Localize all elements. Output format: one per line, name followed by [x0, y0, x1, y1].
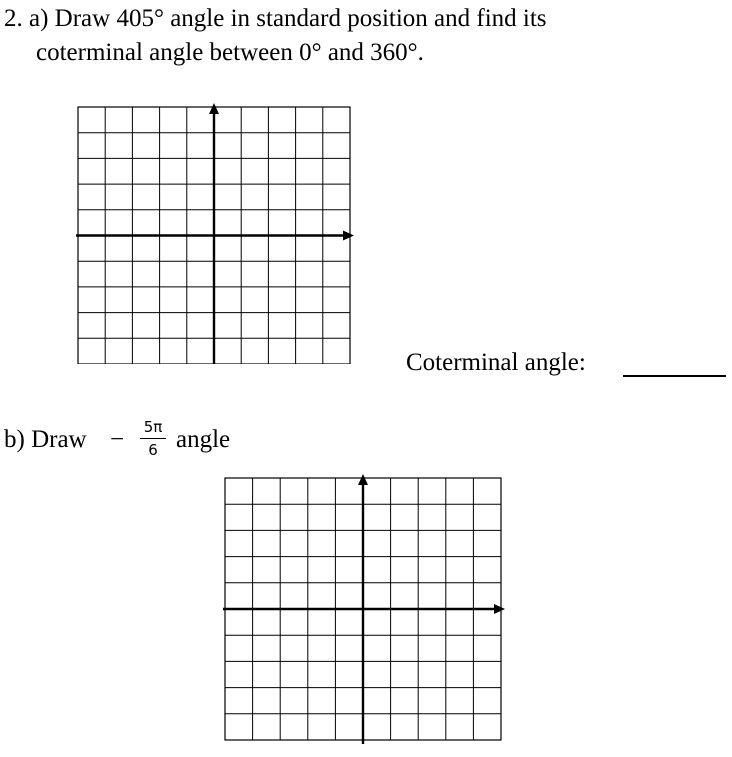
part-b-prefix: b) Draw: [4, 426, 87, 453]
fraction-numerator: 5π: [143, 418, 163, 436]
part-b-suffix: angle: [176, 426, 231, 453]
coterminal-angle-label: Coterminal angle:: [406, 349, 586, 376]
y-axis-arrowhead: [209, 103, 219, 114]
x-axis-arrowhead: [494, 604, 505, 614]
part-a-prompt-line-1: 2. a) Draw 405° angle in standard position and find its: [4, 5, 547, 32]
coterminal-answer-blank[interactable]: [623, 375, 726, 377]
minus-sign: −: [110, 426, 125, 453]
fraction-denominator: 6: [148, 441, 158, 459]
angle-fraction: [140, 418, 166, 459]
y-axis-arrowhead: [358, 474, 368, 485]
coordinate-grid-a[interactable]: [76, 102, 356, 364]
fraction-bar: [140, 438, 166, 439]
x-axis-arrowhead: [343, 231, 354, 241]
coordinate-grid-b[interactable]: [223, 473, 507, 745]
part-a-prompt-line-2: coterminal angle between 0° and 360°.: [36, 39, 424, 66]
